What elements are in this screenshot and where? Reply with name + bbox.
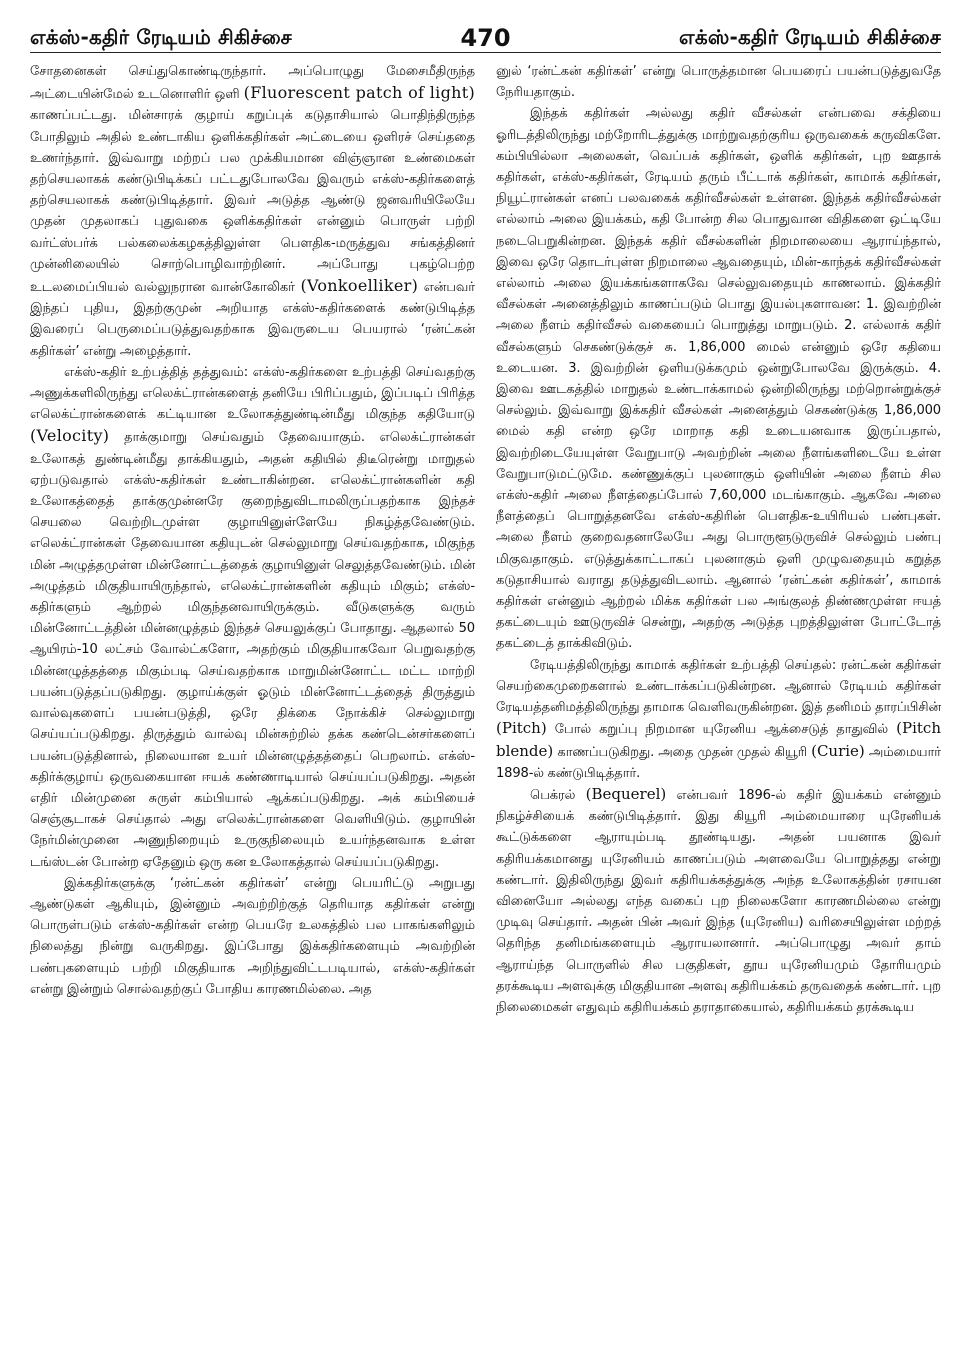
latin-term: (Pitch blende) — [496, 719, 941, 760]
latin-term: (Fluorescent patch of light) — [243, 83, 475, 103]
page-header — [30, 14, 941, 53]
left-column — [30, 61, 475, 1018]
text-run: அம்மையார் 1898-ல் கண்டுபிடித்தார். — [496, 744, 942, 781]
text-run: எக்ஸ்-கதிர் உற்பத்தித் தத்துவம்: எக்ஸ்-கதிர்களை உற்பத்தி செய்வதற்கு அணுக்களிலிருந்து எலெக்ட்ரான்களைத் தனியே பிரிப்பதும், இப்படிப் பிரித்த எலெக்ட்ரான்களைக் கட்டியான உலோகத்துண்டின்மீது மிகுந்த கதியோடு — [30, 364, 475, 423]
running-title-left: எக்ஸ்-கதிர் ரேடியம் சிகிச்சை — [30, 25, 292, 49]
latin-term: (Bequerel) — [585, 784, 667, 803]
latin-term: (Vonkoelliker) — [300, 276, 419, 296]
text-run: காணப்பட்டது. மின்சாரக் குழாய் கறுப்புக் கடுதாசியால் பொதிந்திருந்த போதிலும் அதில் உண்டாகிய ஒளிக்கதிர்கள் அட்டையை ஒளிரச் செய்ததை உணர்ந்தார். இவ்வாறு மற்றப் பல முக்கியமான விஞ்ஞான உண்மைகள் தற்செயலாகக் கண்டுபிடிக்கப் பட்டதுபோலவே இவரும் எக்ஸ்-கதிர்களைத் தற்செயலாகக் கண்டுபிடித்தார். இவர் அடுத்த ஆண்டு ஜனவரியிலேயே முதன் முதலாகப் புதுவகை ஒளிக்கதிர்கள் என்னும் பொருள் பற்றி வர்ட்ஸ்பர்க் பல்கலைக்கழகத்திலுள்ள பௌதிக-மருத்துவ சங்கத்தினர் முன்னிலையில் சொற்பொழிவாற்றினர். அப்போது புகழ்பெற்ற உடலமைப்பியல் வல்லுநரான வான்கோலிகர் — [30, 108, 475, 296]
text-run: ரேடியத்திலிருந்து காமாக் கதிர்கள் உற்பத்தி செய்தல்: ரன்ட்கன் கதிர்கள் செயற்கைமுறைகளால் உண்டாக்கப்படுகின்றன. ஆனால் ரேடியம் கதிர்கள் ரேடியத்தனிமத்திலிருந்து தாமாக வெளிவருகின்றன. இத் தனிமம் தாரப்பிசின் — [496, 657, 941, 716]
text-run: இந்தக் கதிர்கள் அல்லது கதிர் வீசல்கள் என்பவை சக்தியை ஓரிடத்திலிருந்து மற்றோரிடத்துக்கு மாற்றுவதற்குரிய ஒருவகைக் கருவிகளே. கம்பியில்லா அலைகள், வெப்பக் கதிர்கள், ஒளிக் கதிர்கள், புற ஊதாக் கதிர்கள், எக்ஸ்-கதிர்கள், ரேடியம் தரும் பீட்டாக் கதிர்கள், காமாக் கதிர்கள், நியூட்ரான்கள் எனப் பலவகைக் கதிர்வீசல்கள் உள்ளன. இந்தக் கதிர்வீசல்கள் எல்லாம் அலை இயக்கம், கதி போன்ற சில பொதுவான விதிகளை ஒட்டியே நடைபெறுகின்றன. இந்தக் கதிர் வீசல்களின் நிறமாலையை ஆராய்ந்தால், இவை ஒரே தொடர்புள்ள நிறமாலை ஆவதையும், மின்-காந்தக் கதிர்வீசல்கள் எல்லாம் அலை இயக்கங்களாகவே செல்லுவதையும் காணலாம். இக்கதிர் வீசல்கள் அனைத்திலும் காணப்படும் பொது இயல்புகளாவன: 1. இவற்றின் அலை நீளம் கதிர்வீசல் வகையைப் பொறுத்து மாறுபடும். 2. எல்லாக் கதிர் வீசல்களும் செகண்டுக்குச் சு. 1,86,000 மைல் என்னும் ஒரே கதியை உடையன. 3. இவற்றின் ஒளியடுக்கமும் ஒன்றுபோலவே இருக்கும். 4. இவை ஊடகத்தில் மாறுதல் உண்டாக்காமல் ஒன்றிலிருந்து மற்றொன்றுக்குச் செல்லும். இவ்வாறு இக்கதிர் வீசல்கள் அனைத்தும் செகண்டுக்கு 1,86,000 மைல் கதி என்ற ஒரே மாறாத கதி உடையனவாக இருப்பதால், இவற்றிடையேயுள்ள வேறுபாடு அவற்றின் அலை நீளங்களிடையே உள்ள வேறுபாடுமட்டுமே. கண்ணுக்குப் புலனாகும் ஒளியின் அலை நீளம் சில எக்ஸ்-கதிர் அலை நீளத்தைப்போல் 7,60,000 மடங்காகும். ஆகவே அலை நீளத்தைப் பொறுத்தனவே எக்ஸ்-கதிரின் பௌதிக-உயிரியல் பண்புகள். அலை நீளம் குறைவதனாலேயே அது பொருளூடுருவிச் செல்லும் பண்பு மிகுவதாகும். எடுத்துக்காட்டாகப் புலனாகும் ஒளி முழுவதையும் கறுத்த கடுதாசியால் வராது தடுத்துவிடலாம். ஆனால் ‘ரன்ட்கன் கதிர்கள்’, காமாக் கதிர்கள் என்னும் ஆற்றல் மிக்க கதிர்கள் பல அங்குலத் திண்ணமுள்ள ஈயத் தகட்டையும் ஊடுருவிச் சென்று, அதற்கு அடுத்த புறத்திலுள்ள போட்டோத் தகட்டைத் தாக்கிவிடும். — [496, 106, 941, 652]
text-run: காணப்படுகிறது. அதை முதன் முதல் கியூரி — [553, 744, 812, 760]
right-column — [496, 61, 941, 1018]
running-title-right: எக்ஸ்-கதிர் ரேடியம் சிகிச்சை — [679, 25, 941, 49]
paragraph — [496, 784, 941, 1018]
paragraph — [496, 655, 941, 784]
latin-term: (Curie) — [811, 741, 865, 760]
paragraph — [30, 61, 475, 362]
paragraph — [30, 362, 475, 873]
text-run: என்பவர் 1896-ல் கதிர் இயக்கம் என்னும் நிகழ்ச்சியைக் கண்டுபிடித்தார். இது கியூரி அம்மையாரை யுரேனியக் கூட்டுக்களை ஆராயும்படி தூண்டியது. அதன் பயனாக இவர் கதிரியக்கமானது யுரேனியம் காணப்படும் அளவையே பொறுத்தது என்று கண்டார். இதிலிருந்து இவர் கதிரியக்கத்துக்கு அந்த உலோகத்தின் ரசாயன வினையோ அல்லது எந்த வகைப் புற நிலைகளோ காரணமில்லை என்று முடிவு செய்தார். அதன் பின் அவர் இந்த (யுரேனிய) வரிசையிலுள்ள மற்றத் தெரிந்த தனிமங்களையும் ஆராயலானார். அப்பொழுது அவர் தாம் ஆராய்ந்த பொருளில் சில பகுதிகள், தூய யுரேனியமும் தோரியமும் தரக்கூடிய அளவுக்கு மிகுதியான அளவு கதிரியக்கம் தருவதைக் கண்டார். புற நிலைமைகள் எதுவும் கதிரியக்கம் தராதாகையால், கதிரியக்கம் தரக்கூடிய — [496, 787, 941, 1015]
text-columns — [30, 61, 941, 1018]
text-run: போல் கறுப்பு நிறமான யுரேனிய ஆக்சைடுத் தாதுவில் — [546, 722, 897, 738]
latin-term: (Pitch) — [496, 719, 547, 738]
latin-term: (Velocity) — [30, 426, 110, 446]
page-number: 470 — [460, 24, 511, 52]
text-run: பெக்ரல் — [530, 787, 586, 803]
paragraph: னுல் ‘ரன்ட்கன் கதிர்கள்’ என்று பொருத்தமான பெயரைப் பயன்படுத்துவதே நேரியதாகும். — [496, 64, 941, 101]
text-run: என்பவர் இந்தப் புதிய, இதற்குமுன் அறியாத எக்ஸ்-கதிர்களைக் கண்டுபிடித்த இவரைப் பெருமைப்படுத்துவதற்காக இவருடைய பெயரால் ‘ரன்ட்கன் கதிர்கள்’ என்று அழைத்தார். — [30, 280, 475, 359]
text-run: தாக்குமாறு செய்வதும் தேவையாகும். எலெக்ட்ரான்கள் உலோகத் துண்டின்மீது தாக்கியதும், அதன் கதியில் திடீரென்று மாறுதல் ஏற்படுவதால் எக்ஸ்-கதிர்கள் உண்டாகின்றன. எலெக்ட்ரான்களின் கதி உலோகத்தைத் தாக்குமுன்னரே குறைந்துவிடாமலிருப்பதற்காக இந்தச் செயலை வெற்றிடமுள்ள குழாயினுள்ளேயே நிகழ்த்தவேண்டும். எலெக்ட்ரான்கள் தேவையான கதியுடன் செல்லுமாறு செய்வதற்காக, மிகுந்த மின் அழுத்தமுள்ள மின்னோட்டத்தைக் குழாயினுள் செலுத்தவேண்டும். மின் அழுத்தம் மிகுதியாயிருந்தால், எலெக்ட்ரான்களின் கதியும் மிகும்; எக்ஸ்-கதிர்களும் ஆற்றல் மிகுந்தனவாயிருக்கும். வீடுகளுக்கு வரும் மின்னோட்டத்தின் மின்னழுத்தம் இந்தச் செயலுக்குப் போதாது. ஆதலால் 50 ஆயிரம்-10 லட்சம் வோல்ட்களோ, அதற்கும் மிகுதியாகவோ பெறுவதற்கு மின்னழுத்தத்தை மிகும்படி செய்வதற்காக மாறுமின்னோட்ட மட்ட மாற்றி பயன்படுத்தப்படுகிறது. குழாய்க்குள் ஓடும் மின்னோட்டத்தைத் திருத்தும் வால்வுகளைப் பயன்படுத்தி, ஒரே திக்கை நோக்கிச் செல்லுமாறு செய்யப்படுகிறது. திருத்தும் வால்வு மின்சுற்றில் தக்க கண்டென்சர்களைப் பயன்படுத்தினால், நிலையான உயர் மின்னழுத்தத்தைப் பெறலாம். எக்ஸ்-கதிர்க்குழாய் ஒருவகையான ஈயக் கண்ணாடியால் செய்யப்படுகிறது. அதன் எதிர் மின்முனை சுருள் கம்பியால் ஆக்கப்படுகிறது. அக் கம்பியைச் செஞ்சூடாகச் செய்தால் அது எலெக்ட்ரான்களை வெளியிடும். குழாயின் நேர்மின்முனை அணுநிறையும் உருகுநிலையும் உயர்ந்தனவாக உள்ள டங்ஸ்டன் போன்ற ஏதேனும் ஒரு கன உலோகத்தால் செய்யப்படுகிறது. — [30, 430, 475, 870]
text-run: சோதனைகள் செய்துகொண்டிருந்தார். அப்பொழுது மேசைமீதிருந்த அட்டையின்மேல் உடனொளிர் ஒளி — [30, 64, 475, 103]
paragraph — [496, 103, 941, 654]
paragraph: இக்கதிர்களுக்கு ‘ரன்ட்கன் கதிர்கள்’ என்று பெயரிட்டு அறுபது ஆண்டுகள் ஆகியும், இன்னும் அவற்றிற்குத் தெரியாத கதிர்கள் என்று பொருள்படும் எக்ஸ்-கதிர்கள் என்ற பெயரே உலகத்தில் பல பாகங்களிலும் நிலைத்து நின்று வருகிறது. இப்போது இக்கதிர்களையும் அவற்றின் பண்புகளையும் பற்றி மிகுதியாக அறிந்துவிட்டபடியால், எக்ஸ்-கதிர்கள் என்று இன்றும் சொல்வதற்குப் போதிய காரணமில்லை. அத — [30, 875, 475, 997]
